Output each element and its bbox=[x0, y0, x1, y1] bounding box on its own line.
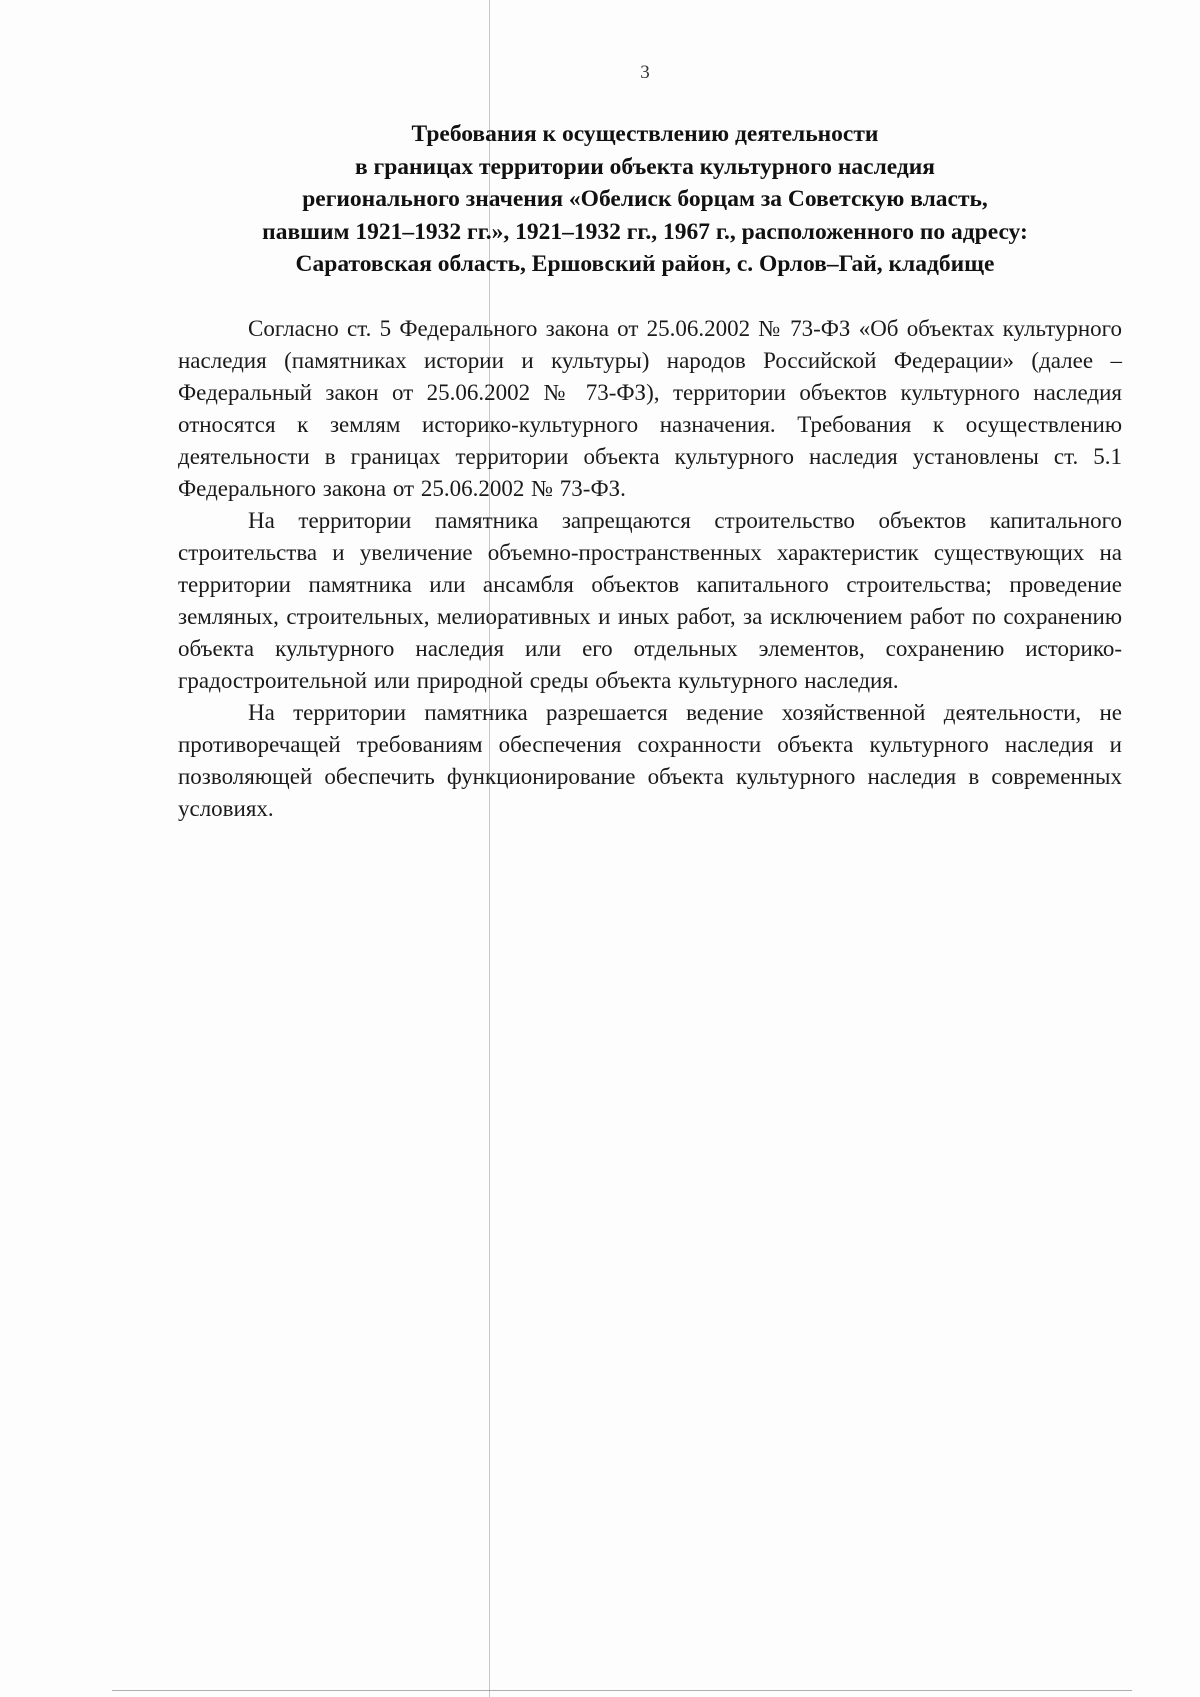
body-paragraph: На территории памятника разрешается ведение хозяйственной деятельности, не противоречащей требованиям обеспечения сохранности объекта культурного наследия и позволяющей обеспечить функционирование объекта культурного наследия в современных условиях. bbox=[178, 700, 1122, 821]
title-line: павшим 1921–1932 гг.», 1921–1932 гг., 1967 г., расположенного по адресу: bbox=[262, 218, 1028, 245]
title-line: Требования к осуществлению деятельности bbox=[411, 121, 879, 147]
document-title bbox=[150, 118, 1140, 281]
body-paragraph: Согласно ст. 5 Федерального закона от 25.06.2002 № 73-ФЗ «Об объектах культурного наследия (памятниках истории и культуры) народов Российской Федерации» (далее – Федеральный закон от 25.06.2002 № 73-ФЗ), территории объектов культурного наследия относятся к землям историко-культурного назначения. Требования к осуществлению деятельности в границах территории объекта культурного наследия установлены ст. 5.1 Федерального закона от 25.06.2002 № 73-ФЗ. bbox=[178, 316, 1122, 501]
page-number: 3 bbox=[640, 62, 650, 83]
title-line: Саратовская область, Ершовский район, с. Орлов–Гай, кладбище bbox=[295, 251, 995, 277]
body-paragraph: На территории памятника запрещаются строительство объектов капитального строительства и увеличение объемно-пространственных характеристик существующих на территории памятника или ансамбля объектов капитального строительства; проведение земляных, строительных, мелиоративных и иных работ, за исключением работ по сохранению объекта культурного наследия или его отдельных элементов, сохранению историко-градостроительной или природной среды объекта культурного наследия. bbox=[178, 508, 1122, 693]
title-line: в границах территории объекта культурного наследия bbox=[354, 153, 936, 180]
document-body bbox=[178, 313, 1122, 825]
scan-artifact-bottom-line bbox=[112, 1690, 1132, 1691]
title-line: регионального значения «Обелиск борцам за Советскую власть, bbox=[302, 186, 988, 212]
